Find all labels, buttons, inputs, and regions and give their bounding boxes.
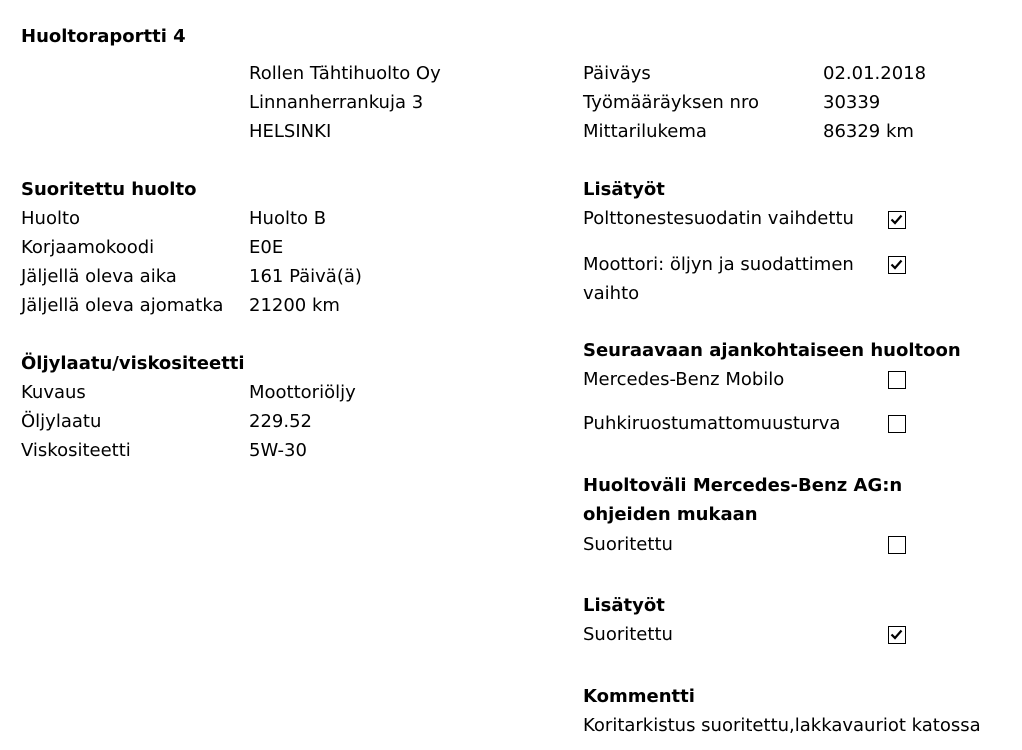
- checkmark-icon: [890, 258, 903, 271]
- oil-heading: Öljylaatu/viskositeetti: [21, 353, 245, 374]
- service-row-label: Korjaamokoodi: [21, 237, 155, 258]
- oil-row-label: Viskositeetti: [21, 440, 131, 461]
- service-row-value: Huolto B: [249, 208, 327, 229]
- oil-row-value: Moottoriöljy: [249, 382, 356, 403]
- service-row-label: Huolto: [21, 208, 81, 229]
- oil-row-value: 229.52: [249, 411, 312, 432]
- service-row-value: 161 Päivä(ä): [249, 266, 362, 287]
- extra-work2-heading: Lisätyöt: [583, 595, 665, 616]
- oil-row-label: Kuvaus: [21, 382, 86, 403]
- date-value: 02.01.2018: [823, 63, 927, 84]
- report-title: Huoltoraportti 4: [21, 26, 186, 47]
- order-number-label: Työmääräyksen nro: [583, 92, 759, 113]
- interval-done-checkbox[interactable]: [888, 536, 906, 554]
- service-row-value: 21200 km: [249, 295, 340, 316]
- extra-work2-item-label: Suoritettu: [583, 624, 673, 645]
- oil-row-label: Öljylaatu: [21, 411, 102, 432]
- service-row-value: E0E: [249, 237, 284, 258]
- comment-text: Koritarkistus suoritettu,lakkavauriot katossa: [583, 715, 981, 736]
- company-city: HELSINKI: [249, 121, 332, 142]
- interval-item-label: Suoritettu: [583, 534, 673, 555]
- oil-change-checkbox[interactable]: [888, 256, 906, 274]
- extra-work-item-label: Moottori: öljyn ja suodattimen vaihto: [583, 254, 854, 304]
- service-row-label: Jäljellä oleva aika: [21, 266, 177, 287]
- oil-row-value: 5W-30: [249, 440, 307, 461]
- mileage-label: Mittarilukema: [583, 121, 707, 142]
- extra-work-item-label: Polttonestesuodatin vaihdettu: [583, 208, 854, 229]
- mobilo-checkbox[interactable]: [888, 371, 906, 389]
- service-heading: Suoritettu huolto: [21, 179, 197, 200]
- order-number-value: 30339: [823, 92, 881, 113]
- next-service-item-label: Puhkiruostumattomuusturva: [583, 413, 841, 434]
- extra-work-heading: Lisätyöt: [583, 179, 665, 200]
- fuel-filter-checkbox[interactable]: [888, 211, 906, 229]
- mileage-value: 86329 km: [823, 121, 914, 142]
- checkmark-icon: [890, 213, 903, 226]
- service-row-label: Jäljellä oleva ajomatka: [21, 295, 224, 316]
- checkmark-icon: [890, 628, 903, 641]
- comment-heading: Kommentti: [583, 686, 695, 707]
- next-service-heading: Seuraavaan ajankohtaiseen huoltoon: [583, 340, 961, 361]
- date-label: Päiväys: [583, 63, 651, 84]
- extra-work2-done-checkbox[interactable]: [888, 626, 906, 644]
- rust-warranty-checkbox[interactable]: [888, 415, 906, 433]
- next-service-item-label: Mercedes-Benz Mobilo: [583, 369, 785, 390]
- interval-heading: Huoltoväli Mercedes-Benz AG:n ohjeiden mukaan: [583, 475, 903, 525]
- company-street: Linnanherrankuja 3: [249, 92, 424, 113]
- company-name: Rollen Tähtihuolto Oy: [249, 63, 441, 84]
